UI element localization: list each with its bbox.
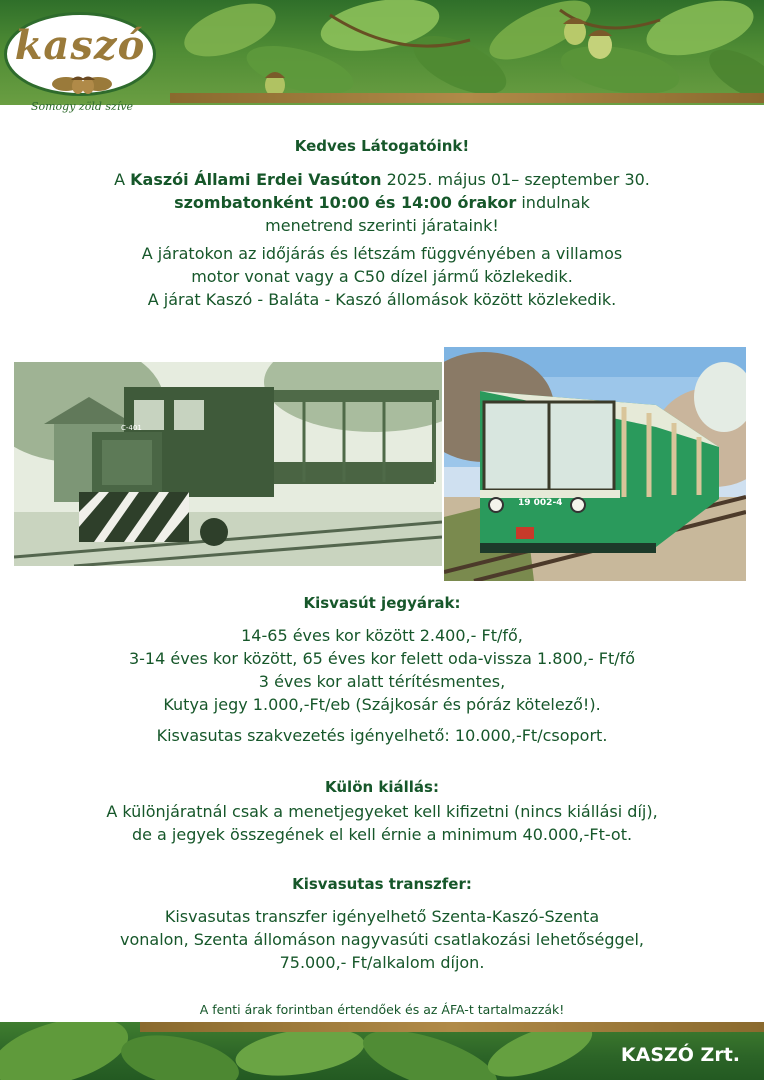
company-name: KASZÓ Zrt. <box>620 1044 740 1066</box>
prices-heading: Kisvasút jegyárak: <box>303 594 461 612</box>
locomotive-number: C-401 <box>121 424 142 432</box>
railcar-number: 19 002-4 <box>518 498 563 508</box>
price-line: Kutya jegy 1.000,-Ft/eb (Szájkosár és póráz kötelező!). <box>163 695 601 714</box>
intro-line-3: menetrend szerinti járataink! <box>265 216 499 235</box>
price-line: 14-65 éves kor között 2.400,- Ft/fő, <box>241 626 523 645</box>
special-text <box>0 800 764 846</box>
intro-l1-dates: 2025. május 01– szeptember 30. <box>381 170 650 189</box>
transfer-heading: Kisvasutas transzfer: <box>292 875 472 893</box>
logo-brand-text: kaszó <box>14 22 146 69</box>
price-line: 3-14 éves kor között, 65 éves kor felett oda-vissza 1.800,- Ft/fő <box>128 649 636 668</box>
railway-name: Kaszói Állami Erdei Vasúton <box>130 170 382 189</box>
transfer-line: 75.000,- Ft/alkalom díjon. <box>279 953 485 972</box>
guided-tour-price: Kisvasutas szakvezetés igényelhető: 10.000,-Ft/csoport. <box>156 726 608 745</box>
special-line: A különjáratnál csak a menetjegyeket kell kifizetni (nincs kiállási díj), <box>106 802 658 821</box>
vat-footnote: A fenti árak forintban értendőek és az ÁFA-t tartalmazzák! <box>199 1002 565 1017</box>
intro-line-1 <box>0 168 764 191</box>
intro-text <box>0 168 764 311</box>
intro-line-6: A járat Kaszó - Baláta - Kaszó állomások között közlekedik. <box>147 290 617 309</box>
transfer-line: vonalon, Szenta állomáson nagyvasúti csatlakozási lehetőséggel, <box>119 930 645 949</box>
header-gold-stripe <box>170 93 764 103</box>
intro-line-4: A járatokon az időjárás és létszám függvényében a villamos <box>141 244 623 263</box>
railcar-illustration <box>444 347 746 581</box>
special-heading: Külön kiállás: <box>325 778 439 796</box>
transfer-line: Kisvasutas transzfer igényelhető Szenta-Kaszó-Szenta <box>164 907 600 926</box>
logo-slogan: Somogy zöld szíve <box>30 100 134 113</box>
departure-times: szombatonként 10:00 és 14:00 órakor <box>174 193 517 212</box>
prices-list <box>0 624 764 747</box>
transfer-text <box>0 905 764 974</box>
acorn-icon <box>44 70 120 96</box>
intro-line-2 <box>0 191 764 214</box>
footer-gold-stripe <box>140 1022 764 1032</box>
diesel-train-illustration <box>14 362 442 566</box>
photo-diesel-locomotive <box>14 362 442 566</box>
intro-line-5: motor vonat vagy a C50 dízel jármű közlekedik. <box>191 267 573 286</box>
intro-l2-b: indulnak <box>516 193 590 212</box>
special-line: de a jegyek összegének el kell érnie a minimum 40.000,-Ft-ot. <box>131 825 633 844</box>
greeting-heading: Kedves Látogatóink! <box>294 137 470 155</box>
price-line: 3 éves kor alatt térítésmentes, <box>258 672 506 691</box>
intro-l1-a: A <box>114 170 131 189</box>
photo-electric-railcar <box>444 347 746 581</box>
kaszo-logo <box>4 4 160 122</box>
